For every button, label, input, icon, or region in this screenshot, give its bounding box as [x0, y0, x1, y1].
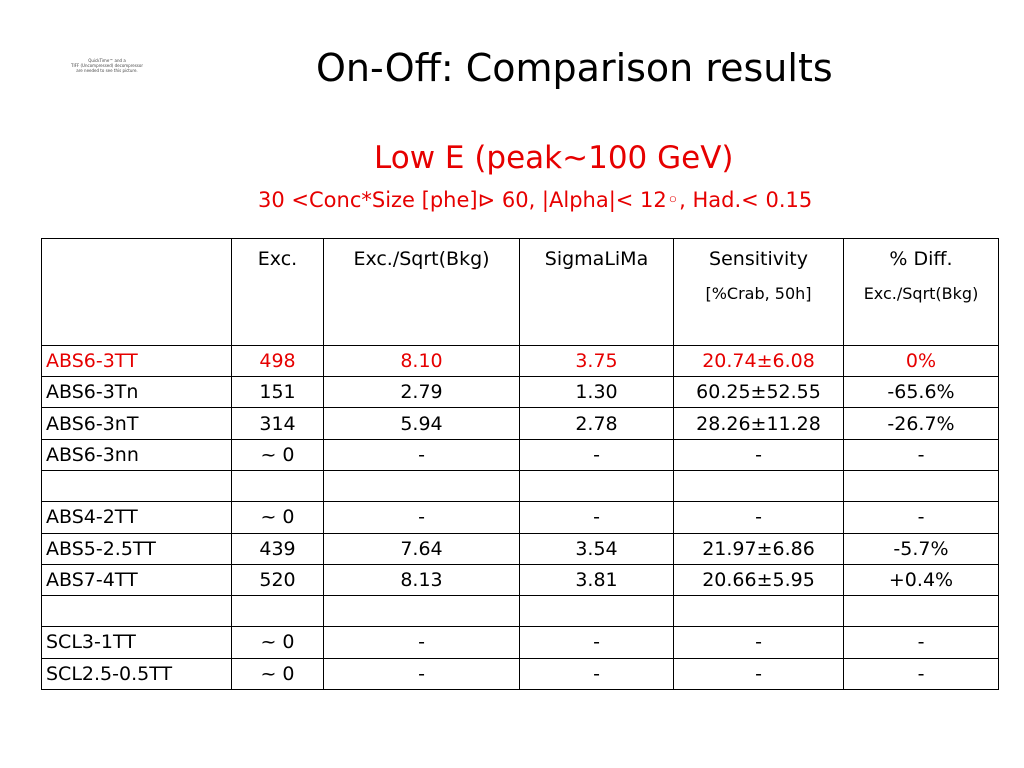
missing-image-placeholder	[62, 58, 152, 73]
header-sigmalima	[520, 239, 674, 346]
placeholder-line: TIFF (Uncompressed) decompressor	[71, 63, 143, 68]
exc-sqrt-bkg-cell: 8.10	[324, 345, 520, 376]
table-row	[42, 627, 999, 658]
table-row	[42, 502, 999, 533]
sigmalima-cell: -	[520, 502, 674, 533]
table-row	[42, 345, 999, 376]
row-label-cell: ABS7-4TT	[42, 564, 232, 595]
sensitivity-cell: 20.66±5.95	[674, 564, 844, 595]
exc-cell: 498	[232, 345, 324, 376]
row-label-cell: ABS6-3nT	[42, 408, 232, 439]
percent-diff-cell: -65.6%	[844, 377, 999, 408]
empty-cell	[520, 471, 674, 502]
header-row	[42, 239, 999, 346]
sensitivity-cell: 60.25±52.55	[674, 377, 844, 408]
empty-cell	[42, 596, 232, 627]
table-row	[42, 408, 999, 439]
energy-subtitle: Low E (peak~100 GeV)	[374, 140, 734, 176]
table-row	[42, 658, 999, 689]
exc-cell: ~ 0	[232, 502, 324, 533]
row-label-cell: SCL2.5-0.5TT	[42, 658, 232, 689]
empty-cell	[520, 596, 674, 627]
exc-sqrt-bkg-cell: 5.94	[324, 408, 520, 439]
exc-cell: ~ 0	[232, 627, 324, 658]
exc-sqrt-bkg-cell: -	[324, 502, 520, 533]
header-sensitivity	[674, 239, 844, 346]
sensitivity-cell: -	[674, 439, 844, 470]
placeholder-line: QuickTime™ and a	[88, 58, 126, 63]
empty-cell	[42, 471, 232, 502]
percent-diff-cell: +0.4%	[844, 564, 999, 595]
header-label: % Diff.	[889, 248, 953, 270]
sigmalima-cell: -	[520, 439, 674, 470]
slide-title: On-Off: Comparison results	[316, 46, 833, 90]
header-exc-sqrt-bkg	[324, 239, 520, 346]
sensitivity-cell: 28.26±11.28	[674, 408, 844, 439]
header-label: SigmaLiMa	[544, 248, 649, 270]
exc-sqrt-bkg-cell: -	[324, 627, 520, 658]
sigmalima-cell: 3.81	[520, 564, 674, 595]
sigmalima-cell: 2.78	[520, 408, 674, 439]
empty-cell	[324, 471, 520, 502]
row-label-cell: ABS5-2.5TT	[42, 533, 232, 564]
exc-cell: ~ 0	[232, 658, 324, 689]
percent-diff-cell: -	[844, 627, 999, 658]
sigmalima-cell: -	[520, 627, 674, 658]
empty-cell	[844, 471, 999, 502]
spacer-row	[42, 596, 999, 627]
exc-sqrt-bkg-cell: -	[324, 439, 520, 470]
exc-cell: ~ 0	[232, 439, 324, 470]
table-row	[42, 377, 999, 408]
percent-diff-cell: -26.7%	[844, 408, 999, 439]
empty-cell	[674, 596, 844, 627]
exc-cell: 314	[232, 408, 324, 439]
header-cell-blank	[42, 239, 232, 346]
results-table-body	[42, 239, 999, 690]
sensitivity-cell: 21.97±6.86	[674, 533, 844, 564]
percent-diff-cell: -	[844, 439, 999, 470]
percent-diff-cell: -5.7%	[844, 533, 999, 564]
empty-cell	[674, 471, 844, 502]
empty-cell	[232, 471, 324, 502]
empty-cell	[324, 596, 520, 627]
row-label-cell: ABS6-3TT	[42, 345, 232, 376]
header-unit: [%Crab, 50h]	[705, 284, 812, 303]
row-label-cell: ABS6-3nn	[42, 439, 232, 470]
sigmalima-cell: -	[520, 658, 674, 689]
placeholder-line: are needed to see this picture.	[76, 68, 138, 73]
exc-cell: 520	[232, 564, 324, 595]
sensitivity-cell: -	[674, 502, 844, 533]
table-row	[42, 439, 999, 470]
empty-cell	[844, 596, 999, 627]
header-label: Exc./Sqrt(Bkg)	[353, 248, 490, 270]
row-label-cell: ABS6-3Tn	[42, 377, 232, 408]
exc-sqrt-bkg-cell: 7.64	[324, 533, 520, 564]
cuts-description: 30 <Conc*Size [phe]⊳ 60, |Alpha|< 12◦, Had.< 0.15	[258, 188, 813, 212]
sigmalima-cell: 1.30	[520, 377, 674, 408]
sensitivity-cell: -	[674, 658, 844, 689]
header-percent-diff	[844, 239, 999, 346]
spacer-row	[42, 471, 999, 502]
percent-diff-cell: -	[844, 658, 999, 689]
sensitivity-cell: 20.74±6.08	[674, 345, 844, 376]
empty-cell	[232, 596, 324, 627]
sigmalima-cell: 3.75	[520, 345, 674, 376]
row-label-cell: ABS4-2TT	[42, 502, 232, 533]
table-row	[42, 564, 999, 595]
sigmalima-cell: 3.54	[520, 533, 674, 564]
table-row	[42, 533, 999, 564]
exc-sqrt-bkg-cell: 2.79	[324, 377, 520, 408]
row-label-cell: SCL3-1TT	[42, 627, 232, 658]
header-unit: Exc./Sqrt(Bkg)	[863, 284, 979, 303]
header-label: Sensitivity	[709, 248, 808, 270]
percent-diff-cell: 0%	[844, 345, 999, 376]
exc-cell: 439	[232, 533, 324, 564]
exc-sqrt-bkg-cell: 8.13	[324, 564, 520, 595]
sensitivity-cell: -	[674, 627, 844, 658]
percent-diff-cell: -	[844, 502, 999, 533]
header-label: Exc.	[257, 248, 298, 270]
results-table	[41, 238, 999, 690]
exc-sqrt-bkg-cell: -	[324, 658, 520, 689]
exc-cell: 151	[232, 377, 324, 408]
header-exc	[232, 239, 324, 346]
